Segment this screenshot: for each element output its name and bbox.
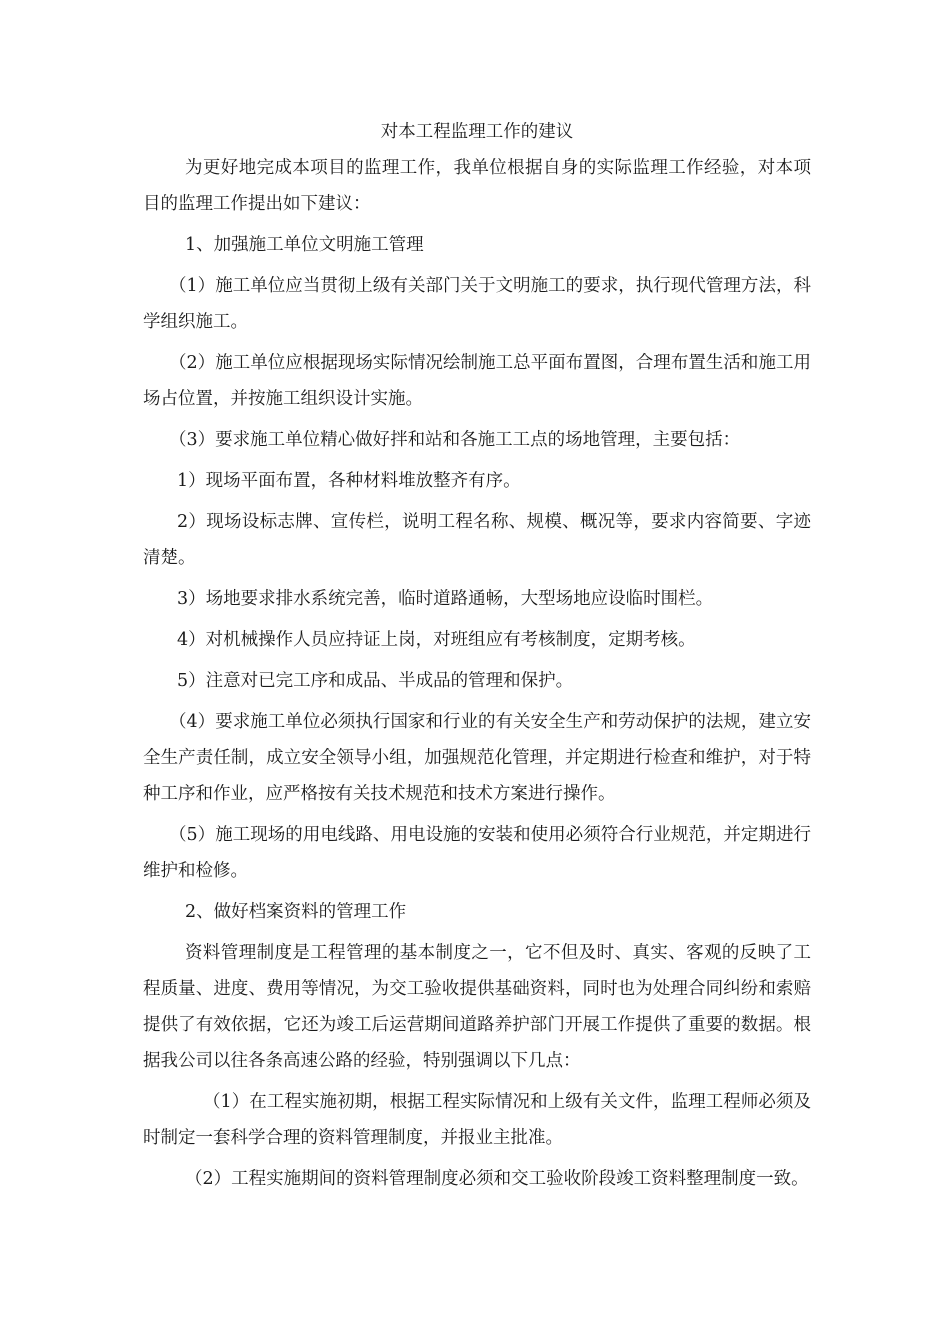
paragraph: 2）现场设标志牌、宣传栏，说明工程名称、规模、概况等，要求内容简要、字迹清楚。 — [143, 512, 811, 568]
paragraph: （5）施工现场的用电线路、用电设施的安装和使用必须符合行业规范，并定期进行维护和检修。 — [143, 825, 811, 881]
paragraph: 2、做好档案资料的管理工作 — [185, 902, 407, 922]
paragraph-list — [143, 150, 811, 1197]
paragraph: 资料管理制度是工程管理的基本制度之一，它不但及时、真实、客观的反映了工程质量、进度、费用等情况，为交工验收提供基础资料，同时也为处理合同纠纷和索赔提供了有效依据，它还为竣工后运营期间道路养护部门开展工作提供了重要的数据。根据我公司以往各条高速公路的经验，特别强调以下几点： — [143, 943, 811, 1071]
paragraph: （3）要求施工单位精心做好拌和站和各施工工点的场地管理，主要包括： — [169, 430, 741, 450]
paragraph: （2）工程实施期间的资料管理制度必须和交工验收阶段竣工资料整理制度一致。 — [185, 1169, 809, 1189]
paragraph: （1）在工程实施初期，根据工程实际情况和上级有关文件，监理工程师必须及时制定一套科学合理的资料管理制度，并报业主批准。 — [143, 1092, 811, 1148]
document-title: 对本工程监理工作的建议 — [380, 122, 574, 142]
paragraph: 5）注意对已完工序和成品、半成品的管理和保护。 — [177, 671, 574, 691]
paragraph: （2）施工单位应根据现场实际情况绘制施工总平面布置图，合理布置生活和施工用场占位置，并按施工组织设计实施。 — [143, 353, 811, 409]
paragraph: 1、加强施工单位文明施工管理 — [185, 235, 424, 255]
paragraph: （1）施工单位应当贯彻上级有关部门关于文明施工的要求，执行现代管理方法，科学组织施工。 — [143, 276, 811, 332]
paragraph: （4）要求施工单位必须执行国家和行业的有关安全生产和劳动保护的法规，建立安全生产责任制，成立安全领导小组，加强规范化管理，并定期进行检查和维护，对于特种工序和作业，应严格按有关技术规范和技术方案进行操作。 — [143, 712, 811, 804]
paragraph: 4）对机械操作人员应持证上岗，对班组应有考核制度，定期考核。 — [177, 630, 696, 650]
document-body — [143, 114, 811, 1197]
paragraph: 为更好地完成本项目的监理工作，我单位根据自身的实际监理工作经验，对本项目的监理工作提出如下建议： — [143, 158, 811, 214]
paragraph: 3）场地要求排水系统完善，临时道路通畅，大型场地应设临时围栏。 — [177, 589, 714, 609]
paragraph: 1）现场平面布置，各种材料堆放整齐有序。 — [177, 471, 521, 491]
